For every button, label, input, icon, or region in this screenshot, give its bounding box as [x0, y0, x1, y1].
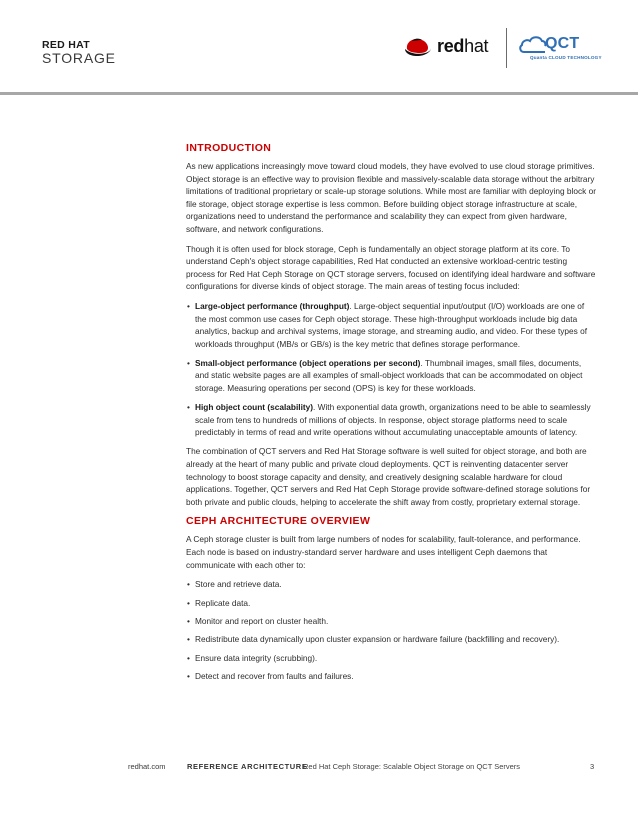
list-item: • Replicate data.: [186, 597, 596, 610]
footer-doc-type: REFERENCE ARCHITECTURE: [187, 762, 308, 771]
intro-paragraph-3: The combination of QCT servers and Red Hat Storage software is well suited for object storage, and both are already at the heart of many public and private cloud deployments. QCT is reinventing datacenter server technology to boost storage capacity and density, and creatively designing scalable hardware for cloud applications. Together, QCT servers and Red Hat Ceph Storage provide software-defined storage solutions for both private and public clouds, helping to accelerate the shift away from costly, proprietary external storage.: [186, 446, 591, 507]
main-content: [186, 142, 596, 689]
list-item: • Large-object performance (throughput). Large-object sequential input/output (I/O) workloads are one of the most common use cases for Ceph object storage. These high-throughput workloads include big data analytics, backup and archival systems, image storage, and streaming audio, and video. For these types of workloads throughput (MB/s or GB/s) is the key metric that defines storage performance.: [186, 300, 596, 350]
list-item: • Small-object performance (object operations per second). Thumbnail images, small files, documents, and static website pages are all examples of small-object workloads that can be accommodated on object storage. Measuring operations per second (OPS) is key for these workloads.: [186, 357, 596, 395]
header-rule: [0, 92, 638, 95]
red-hat-wordmark: redhat: [437, 36, 489, 56]
ceph-paragraph-1: A Ceph storage cluster is built from large numbers of nodes for scalability, fault-tolerance, and performance. Each node is based on industry-standard server hardware and uses intelligent Ceph daemons that communicate with each other to:: [186, 534, 581, 570]
list-item: • Ensure data integrity (scrubbing).: [186, 652, 596, 665]
introduction-heading: INTRODUCTION: [186, 142, 272, 154]
logo-divider: [506, 28, 507, 68]
testing-focus-list: [186, 300, 596, 439]
list-item: • Redistribute data dynamically upon cluster expansion or hardware failure (backfilling and recovery).: [186, 633, 596, 646]
brand-storage: STORAGE: [42, 50, 116, 66]
ceph-daemon-tasks-list: [186, 578, 596, 683]
brand-red-hat: RED HAT: [42, 39, 90, 51]
list-item: • Monitor and report on cluster health.: [186, 615, 596, 628]
qct-wordmark: QCT: [545, 35, 580, 52]
ceph-architecture-heading: CEPH ARCHITECTURE OVERVIEW: [186, 515, 371, 528]
page-header: [0, 0, 638, 92]
list-item: • Detect and recover from faults and failures.: [186, 670, 596, 683]
intro-paragraph-2: Though it is often used for block storage, Ceph is fundamentally an object storage platform at its core. To understand Ceph's object storage capabilities, Red Hat conducted an extensive workload-centric testing process for Red Hat Ceph Storage on QCT storage servers, focused on identifying ideal hardware and software configurations for diverse kinds of object storage. The main areas of testing focus included:: [186, 243, 596, 292]
list-item: • High object count (scalability). With exponential data growth, organizations need to be able to seamlessly scale from tens to hundreds of millions of objects. In response, object storage platforms need to scale predictably in terms of read and write operations without accumulating unacceptable amounts of latency.: [186, 401, 596, 439]
footer-doc-title: Red Hat Ceph Storage: Scalable Object Storage on QCT Servers: [303, 762, 521, 771]
qct-tagline: Quanta CLOUD TECHNOLOGY: [530, 55, 602, 60]
footer-site: redhat.com: [128, 762, 166, 771]
list-item: • Store and retrieve data.: [186, 578, 596, 591]
page-footer: [0, 762, 638, 776]
page-number: 3: [590, 762, 595, 771]
intro-paragraph-1: As new applications increasingly move toward cloud models, they have evolved to use cloud storage primitives. Object storage is an effective way to provision flexible and massively-scalable data storage without the arbitrary limitations of traditional proprietary or scale-up storage solutions. While most are familiar with deploying block or file storage, object storage expertise is less common. Before building object storage infrastructure at scale, organizations need to understand the performance and scalability they can expect from given hardware, software, and network configurations.: [186, 161, 596, 234]
